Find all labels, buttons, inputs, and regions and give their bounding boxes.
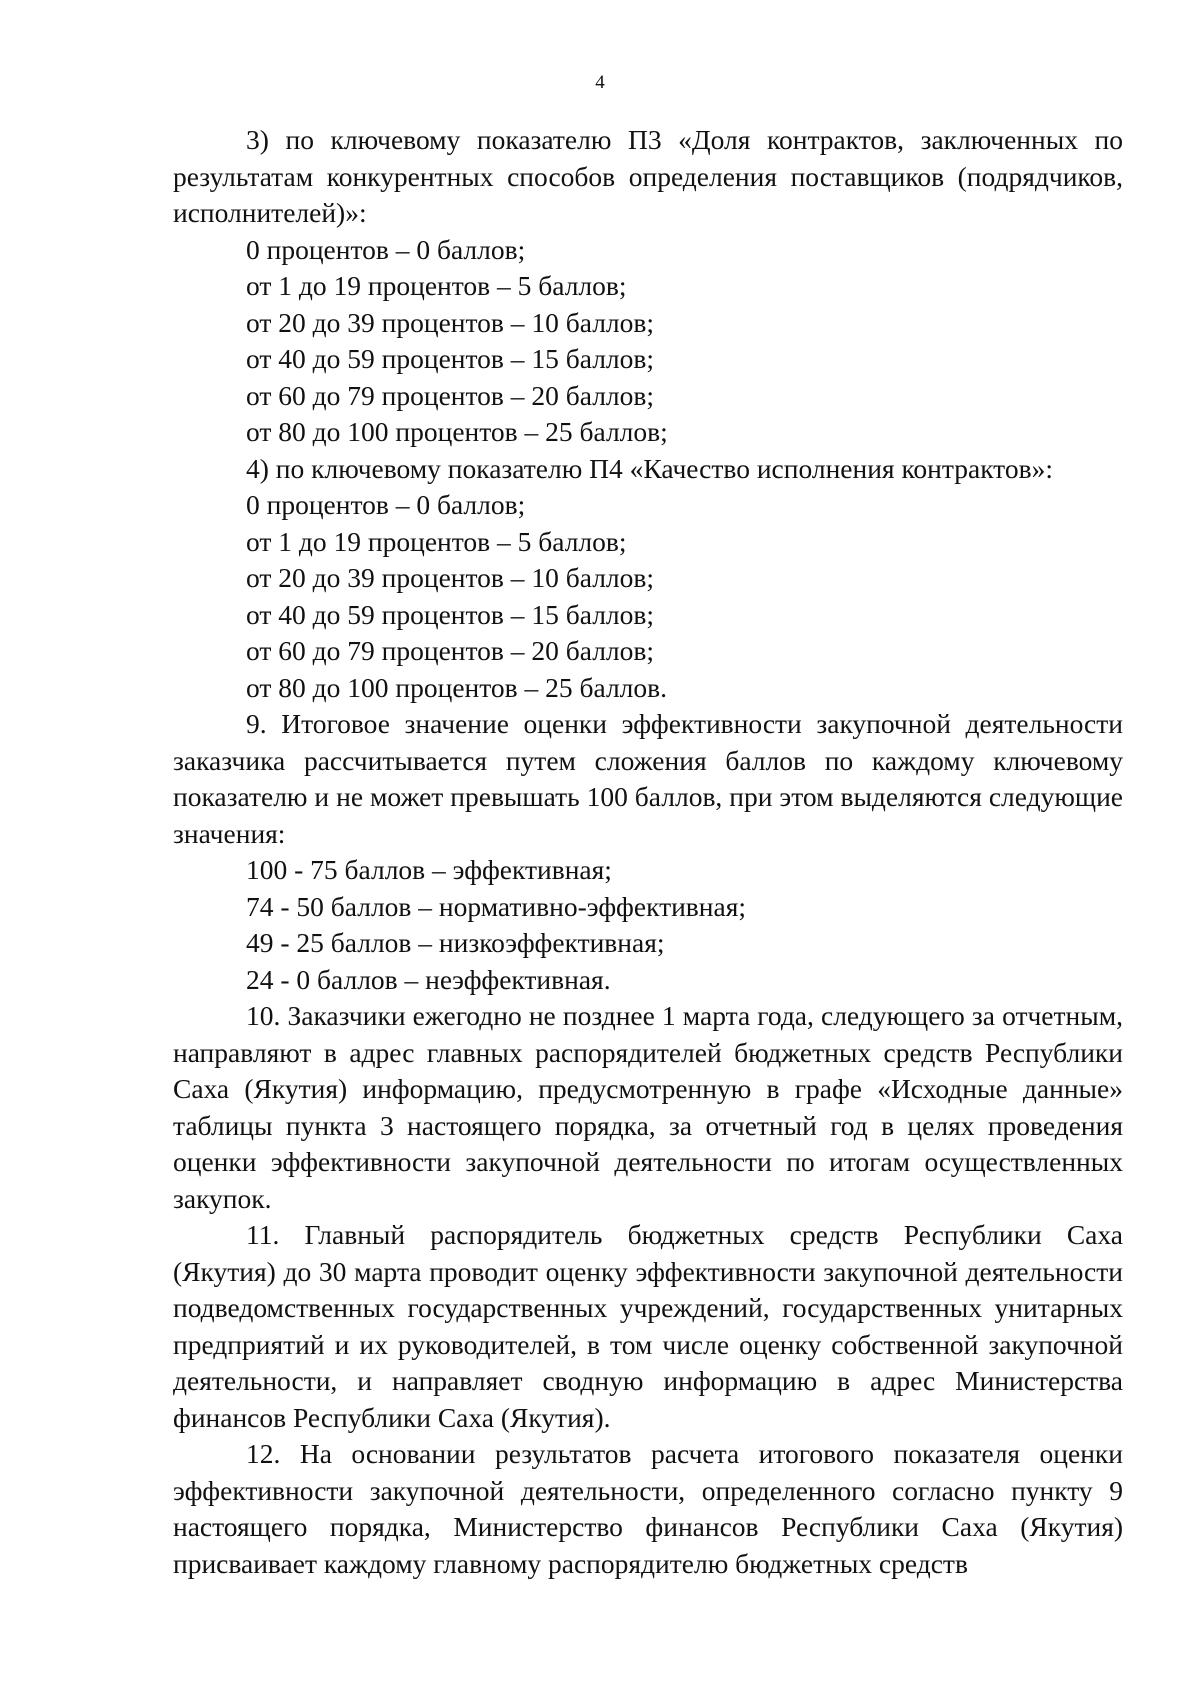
section-3-line: от 20 до 39 процентов – 10 баллов; (246, 306, 655, 338)
section-4-heading: 4) по ключевому показателю П4 «Качество исполнения контрактов»: (246, 452, 1053, 484)
clause-9-line: 24 - 0 баллов – неэффективная. (246, 963, 611, 995)
section-3-heading: 3) по ключевому показателю П3 «Доля контрактов, заключенных по результатам конкурентных способов определения поставщиков (подрядчиков, исполнителей)»: (173, 124, 1123, 228)
section-4-line: от 40 до 59 процентов – 15 баллов; (246, 598, 655, 630)
section-3-line: от 40 до 59 процентов – 15 баллов; (246, 343, 655, 374)
page-number: 4 (595, 72, 605, 93)
clause-10-text: 10. Заказчики ежегодно не позднее 1 марта года, следующего за отчетным, направляют в адрес главных распорядителей бюджетных средств Республики Саха (Якутия) информацию, предусмотренную в графе «Исходные данные» таблицы пункта 3 настоящего порядка, за отчетный год в целях проведения оценки эффективности закупочной деятельности по итогам осуществленных закупок. (173, 1000, 1123, 1214)
section-4-line: от 80 до 100 процентов – 25 баллов. (246, 671, 668, 703)
clause-11-text: 11. Главный распорядитель бюджетных средств Республики Саха (Якутия) до 30 марта проводит оценку эффективности закупочной деятельности подведомственных государственных учреждений, государственных унитарных предприятий и их руководителей, в том числе оценку собственной закупочной деятельности, и направляет сводную информацию в адрес Министерства финансов Республики Саха (Якутия). (173, 1219, 1123, 1433)
clause-9-line: 74 - 50 баллов – нормативно-эффективная; (246, 890, 747, 922)
section-3-line: 0 процентов – 0 баллов; (246, 233, 526, 265)
clause-12-text: 12. На основании результатов расчета итогового показателя оценки эффективности закупочной деятельности, определенного согласно пункту 9 настоящего порядка, Министерство финансов Республики Саха (Якутия) присваивает каждому главному распорядителю бюджетных средств (173, 1438, 1123, 1579)
clause-9-line: 100 - 75 баллов – эффективная; (246, 854, 612, 885)
clause-9-text: 9. Итоговое значение оценки эффективности закупочной деятельности заказчика рассчитывается путем сложения баллов по каждому ключевому показателю и не может превышать 100 баллов, при этом выделяются следующие значения: (173, 708, 1123, 849)
clause-9-line: 49 - 25 баллов – низкоэффективная; (246, 927, 665, 958)
section-3-line: от 1 до 19 процентов – 5 баллов; (246, 270, 627, 301)
document-body (173, 122, 1123, 1582)
section-3-line: от 80 до 100 процентов – 25 баллов; (246, 416, 668, 447)
section-4-line: от 60 до 79 процентов – 20 баллов; (246, 635, 655, 666)
section-4-line: 0 процентов – 0 баллов; (246, 489, 526, 520)
section-4-line: от 20 до 39 процентов – 10 баллов; (246, 562, 655, 593)
section-4-line: от 1 до 19 процентов – 5 баллов; (246, 525, 627, 557)
section-3-line: от 60 до 79 процентов – 20 баллов; (246, 379, 655, 411)
